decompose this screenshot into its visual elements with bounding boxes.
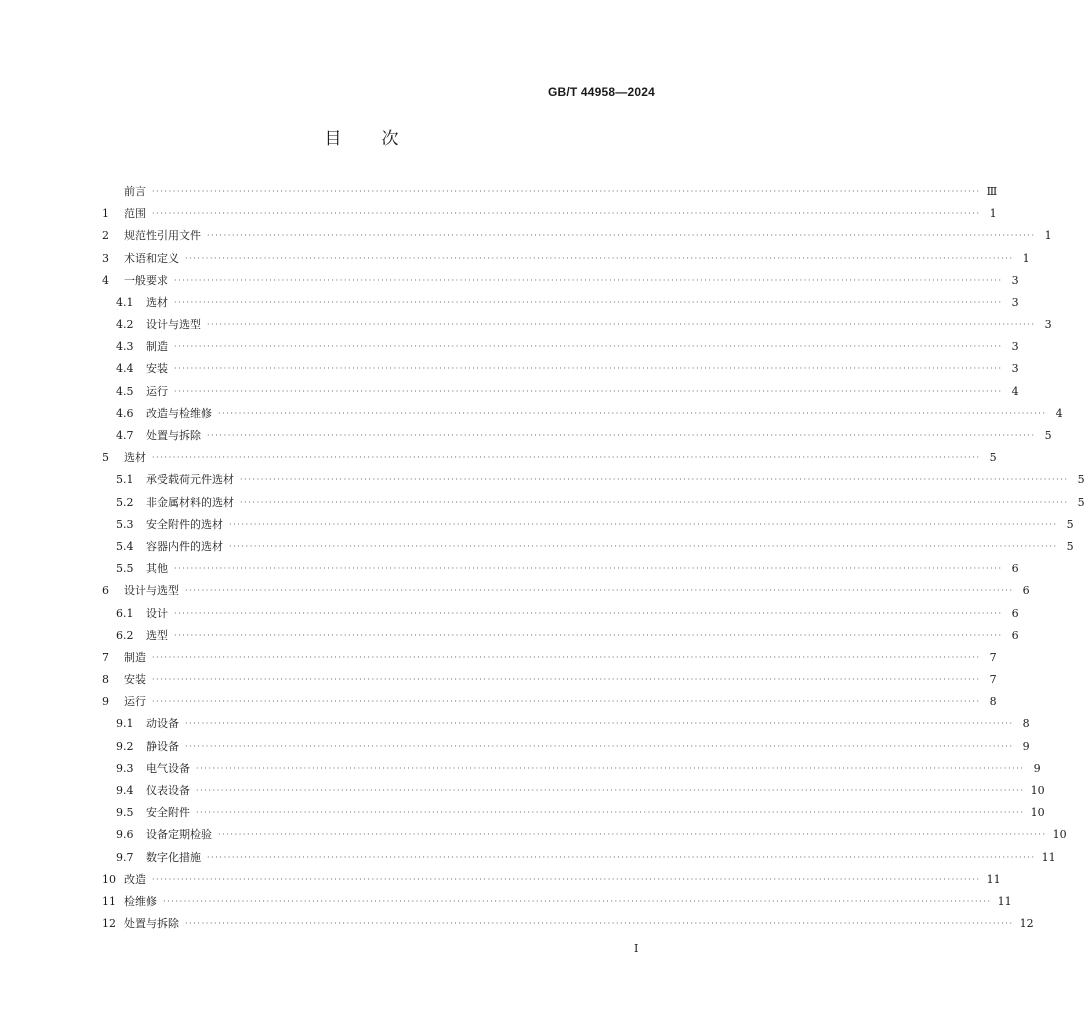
toc-entry-page: 11 (986, 872, 1001, 886)
toc-entry[interactable] (102, 225, 1052, 247)
toc-entry-number: 12 (102, 917, 116, 931)
toc-entry-label: 安全附件 (146, 806, 190, 820)
toc-entry-page: 3 (1011, 273, 1019, 287)
toc-entry[interactable] (102, 403, 1063, 425)
toc-entry[interactable] (102, 248, 1030, 270)
toc-leader-dots: ········································································································································································································ (174, 608, 1003, 618)
toc-leader-dots: ········································································································································································································ (207, 852, 1036, 862)
toc-entry-label: 一般要求 (124, 273, 168, 287)
toc-leader-dots: ········································································································································································································ (185, 253, 1014, 263)
toc-entry-number: 3 (102, 251, 109, 265)
toc-entry-page: 4 (1055, 406, 1063, 420)
toc-entry[interactable] (102, 758, 1041, 780)
toc-leader-dots: ········································································································································································································ (218, 408, 1047, 418)
toc-entry-page: 9 (1022, 739, 1030, 753)
toc-entry-page: 5 (1077, 495, 1085, 509)
toc-entry-label: 安装 (124, 673, 146, 687)
toc-leader-dots: ········································································································································································································ (152, 697, 981, 707)
toc-entry[interactable] (102, 558, 1019, 580)
toc-entry-label: 承受载荷元件选材 (146, 473, 234, 487)
toc-entry-number: 5.4 (116, 539, 134, 553)
toc-entry[interactable] (102, 603, 1019, 625)
table-of-contents (102, 181, 1085, 935)
toc-entry-page: 12 (1019, 917, 1034, 931)
toc-entry[interactable] (102, 691, 997, 713)
toc-entry[interactable] (102, 492, 1085, 514)
toc-entry-page: 11 (1041, 850, 1056, 864)
toc-entry-page: 8 (989, 695, 997, 709)
toc-entry-number: 5.5 (116, 562, 134, 576)
toc-entry-number: 4.5 (116, 384, 134, 398)
toc-entry-page: 1 (1044, 229, 1052, 243)
toc-entry-number: 4 (102, 273, 109, 287)
toc-entry-number: 8 (102, 673, 109, 687)
toc-entry-label: 安全附件的选材 (146, 517, 223, 531)
toc-entry-page: 1 (1022, 251, 1030, 265)
toc-entry-page: 10 (1052, 828, 1067, 842)
toc-leader-dots: ········································································································································································································ (174, 564, 1003, 574)
toc-leader-dots: ········································································································································································································ (152, 453, 981, 463)
toc-entry-number: 5.3 (116, 517, 134, 531)
toc-leader-dots: ········································································································································································································ (196, 763, 1025, 773)
toc-leader-dots: ········································································································································································································ (174, 275, 1003, 285)
toc-entry-label: 处置与拆除 (146, 429, 201, 443)
toc-entry-label: 数字化措施 (146, 850, 201, 864)
toc-entry-page: 7 (989, 673, 997, 687)
toc-entry[interactable] (102, 669, 997, 691)
toc-entry-label: 其他 (146, 562, 168, 576)
toc-leader-dots: ········································································································································································································ (218, 830, 1047, 840)
toc-entry-page: 7 (989, 650, 997, 664)
toc-entry-label: 选材 (124, 451, 146, 465)
toc-entry-number: 4.4 (116, 362, 134, 376)
toc-entry-number: 6.1 (116, 606, 134, 620)
toc-leader-dots: ········································································································································································································ (196, 786, 1025, 796)
toc-entry-label: 安装 (146, 362, 168, 376)
toc-entry-label: 设计 (146, 606, 168, 620)
toc-entry-number: 6 (102, 584, 109, 598)
toc-leader-dots: ········································································································································································································ (152, 209, 981, 219)
toc-leader-dots: ········································································································································································································ (207, 320, 1036, 330)
toc-entry-page: 3 (1011, 340, 1019, 354)
toc-entry-number: 7 (102, 650, 109, 664)
toc-entry-number: 10 (102, 872, 116, 886)
toc-leader-dots: ········································································································································································································ (196, 808, 1025, 818)
toc-entry-page: 8 (1022, 717, 1030, 731)
toc-leader-dots: ········································································································································································································ (174, 364, 1003, 374)
toc-leader-dots: ········································································································································································································ (152, 652, 981, 662)
toc-leader-dots: ········································································································································································································ (152, 874, 981, 884)
toc-entry-page: 6 (1011, 628, 1019, 642)
toc-entry-page: 5 (989, 451, 997, 465)
toc-entry-number: 11 (102, 894, 116, 908)
toc-entry[interactable] (102, 292, 1019, 314)
toc-entry[interactable] (102, 869, 1001, 891)
toc-entry[interactable] (102, 381, 1019, 403)
toc-leader-dots: ········································································································································································································ (229, 541, 1058, 551)
toc-entry[interactable] (102, 469, 1085, 491)
toc-entry[interactable] (102, 780, 1045, 802)
toc-entry-number: 4.2 (116, 318, 134, 332)
toc-entry-page: 1 (989, 207, 997, 221)
toc-leader-dots: ········································································································································································································ (174, 297, 1003, 307)
toc-entry-page: 3 (1044, 318, 1052, 332)
toc-entry-number: 4.7 (116, 429, 134, 443)
toc-leader-dots: ········································································································································································································ (240, 475, 1069, 485)
toc-entry[interactable] (102, 425, 1052, 447)
toc-leader-dots: ········································································································································································································ (185, 586, 1014, 596)
toc-entry[interactable] (102, 270, 1019, 292)
toc-entry[interactable] (102, 359, 1019, 381)
toc-entry-label: 动设备 (146, 717, 179, 731)
toc-entry[interactable] (102, 447, 997, 469)
toc-entry-label: 处置与拆除 (124, 917, 179, 931)
toc-entry-number: 9.3 (116, 761, 134, 775)
toc-entry-label: 选型 (146, 628, 168, 642)
toc-entry-number: 1 (102, 207, 109, 221)
toc-entry-number: 4.3 (116, 340, 134, 354)
toc-leader-dots: ········································································································································································································ (240, 497, 1069, 507)
toc-entry[interactable] (102, 714, 1030, 736)
toc-entry-number: 9.7 (116, 850, 134, 864)
toc-entry-label: 范围 (124, 207, 146, 221)
toc-leader-dots: ········································································································································································································ (152, 675, 981, 685)
toc-entry-label: 规范性引用文件 (124, 229, 201, 243)
toc-leader-dots: ········································································································································································································ (185, 741, 1014, 751)
toc-entry-page: 11 (997, 894, 1012, 908)
toc-entry-label: 静设备 (146, 739, 179, 753)
toc-entry-page: 6 (1011, 562, 1019, 576)
toc-entry[interactable] (102, 847, 1056, 869)
toc-entry-label: 改造 (124, 872, 146, 886)
toc-leader-dots: ········································································································································································································ (174, 342, 1003, 352)
toc-leader-dots: ········································································································································································································ (174, 630, 1003, 640)
toc-entry[interactable] (102, 314, 1052, 336)
toc-entry-label: 电气设备 (146, 761, 190, 775)
toc-leader-dots: ········································································································································································································ (185, 719, 1014, 729)
toc-entry-label: 设计与选型 (146, 318, 201, 332)
toc-entry-label: 术语和定义 (124, 251, 179, 265)
toc-entry-page: 5 (1066, 517, 1074, 531)
toc-entry[interactable] (102, 536, 1074, 558)
toc-entry[interactable] (102, 203, 997, 225)
page-number: I (634, 942, 639, 955)
toc-entry-page: 5 (1077, 473, 1085, 487)
toc-entry[interactable] (102, 736, 1030, 758)
toc-entry[interactable] (102, 181, 998, 203)
toc-entry-page: 5 (1044, 429, 1052, 443)
toc-entry-page: Ⅲ (986, 184, 998, 198)
toc-entry-number: 9 (102, 695, 109, 709)
toc-entry-label: 制造 (124, 650, 146, 664)
toc-entry[interactable] (102, 625, 1019, 647)
toc-entry-number: 5.2 (116, 495, 134, 509)
toc-entry-number: 9.6 (116, 828, 134, 842)
toc-leader-dots: ········································································································································································································ (207, 231, 1036, 241)
toc-entry-label: 仪表设备 (146, 784, 190, 798)
toc-entry-label: 检维修 (124, 894, 157, 908)
toc-entry[interactable] (102, 580, 1030, 602)
toc-leader-dots: ········································································································································································································ (163, 896, 992, 906)
page-title: 目次 (324, 129, 439, 149)
toc-entry[interactable] (102, 891, 1012, 913)
toc-entry-page: 3 (1011, 295, 1019, 309)
toc-leader-dots: ········································································································································································································ (174, 386, 1003, 396)
toc-entry-label: 非金属材料的选材 (146, 495, 234, 509)
toc-entry-label: 容器内件的选材 (146, 539, 223, 553)
toc-entry-number: 9.2 (116, 739, 134, 753)
toc-entry-label: 设计与选型 (124, 584, 179, 598)
toc-entry[interactable] (102, 824, 1067, 846)
toc-entry-number: 6.2 (116, 628, 134, 642)
toc-entry-page: 10 (1030, 784, 1045, 798)
toc-entry-page: 6 (1011, 606, 1019, 620)
toc-entry-label: 改造与检维修 (146, 406, 212, 420)
toc-entry[interactable] (102, 913, 1034, 935)
toc-leader-dots: ········································································································································································································ (185, 919, 1014, 929)
toc-entry-number: 9.4 (116, 784, 134, 798)
toc-entry-label: 运行 (124, 695, 146, 709)
toc-entry-number: 5 (102, 451, 109, 465)
toc-entry[interactable] (102, 514, 1074, 536)
toc-entry-number: 9.1 (116, 717, 134, 731)
toc-entry-number: 4.1 (116, 295, 134, 309)
toc-entry[interactable] (102, 647, 997, 669)
toc-entry-number: 4.6 (116, 406, 134, 420)
toc-entry-label: 制造 (146, 340, 168, 354)
toc-leader-dots: ········································································································································································································ (229, 519, 1058, 529)
toc-entry-page: 5 (1066, 539, 1074, 553)
toc-entry-page: 9 (1033, 761, 1041, 775)
toc-entry-page: 10 (1030, 806, 1045, 820)
toc-leader-dots: ········································································································································································································ (152, 186, 981, 196)
toc-entry-page: 6 (1022, 584, 1030, 598)
toc-leader-dots: ········································································································································································································ (207, 431, 1036, 441)
toc-entry-label: 选材 (146, 295, 168, 309)
toc-entry-number: 2 (102, 229, 109, 243)
toc-entry-number: 9.5 (116, 806, 134, 820)
toc-entry-page: 4 (1011, 384, 1019, 398)
standard-code: GB/T 44958—2024 (547, 85, 655, 99)
toc-entry[interactable] (102, 336, 1019, 358)
toc-entry[interactable] (102, 802, 1045, 824)
toc-entry-number: 5.1 (116, 473, 134, 487)
toc-entry-label: 设备定期检验 (146, 828, 212, 842)
toc-entry-label: 前言 (124, 184, 146, 198)
toc-entry-page: 3 (1011, 362, 1019, 376)
toc-entry-label: 运行 (146, 384, 168, 398)
